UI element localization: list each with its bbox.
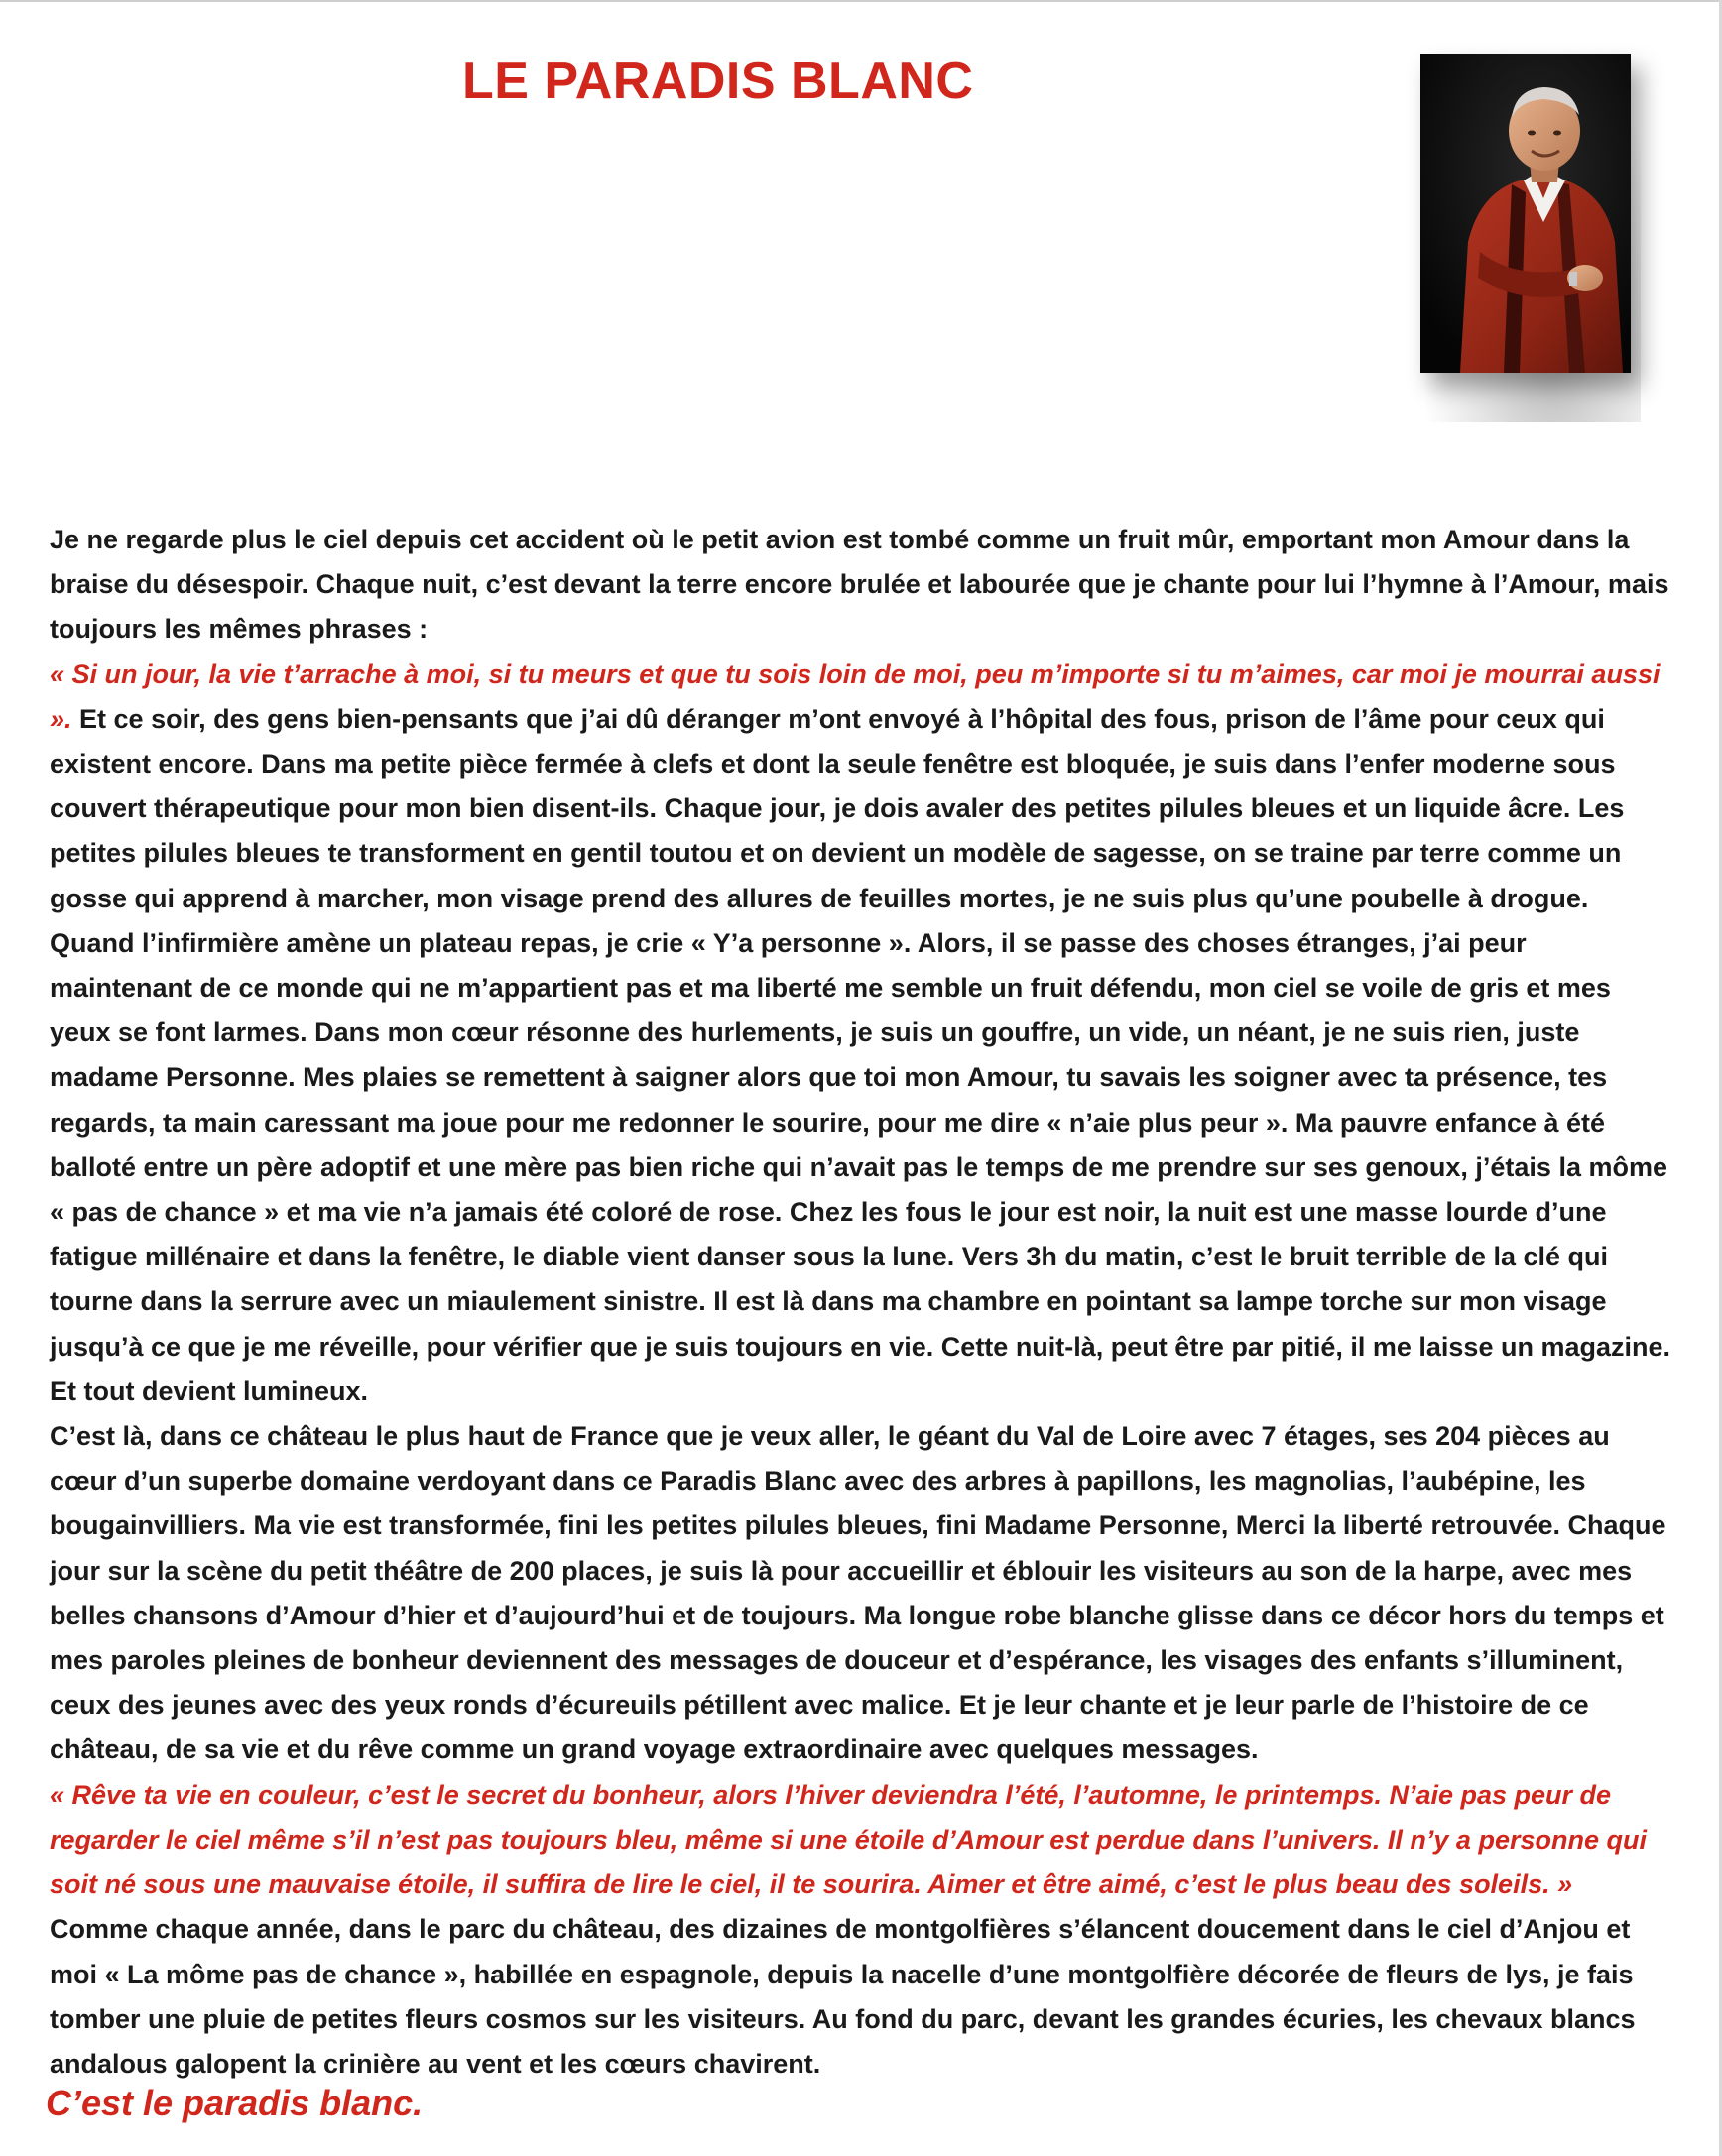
author-photo: [1420, 54, 1631, 373]
quote-hymne-amour: « Si un jour, la vie t’arrache à moi, si tu meurs et que tu sois loin de moi, peu m’importe si tu m’aimes, car moi je mourrai aussi ».: [50, 659, 1660, 734]
paragraph-3: Comme chaque année, dans le parc du château, des dizaines de montgolfières s’élancent doucement dans le ciel d’Anjou et moi « La môme pas de chance », habillée en espagnole, depuis la nacelle d’une montgolfière décorée de fleurs de lys, je fais tomber une pluie de petites fleurs cosmos sur les visiteurs. Au fond du parc, devant les grandes écuries, les chevaux blancs andalous galopent la crinière au vent et les cœurs chavirent.: [50, 1914, 1636, 2079]
closing-line: C’est le paradis blanc.: [46, 2083, 424, 2123]
quote-reve-ta-vie: « Rêve ta vie en couleur, c’est le secret du bonheur, alors l’hiver deviendra l’été, l’automne, le printemps. N’aie pas peur de regarder le ciel même s’il n’est pas toujours bleu, même si une étoile d’Amour est perdue dans l’univers. Il n’y a personne qui soit né sous une mauvaise étoile, il suffira de lire le ciel, il te sourira. Aimer et être aimé, c’est le plus beau des soleils. »: [50, 1779, 1647, 1900]
paragraph-1-rest: Et ce soir, des gens bien-pensants que j’ai dû déranger m’ont envoyé à l’hôpital des fous, prison de l’âme pour ceux qui existent encore. Dans ma petite pièce fermée à clefs et dont la seule fenêtre est bloquée, je suis dans l’enfer moderne sous couvert thérapeutique pour mon bien disent-ils. Chaque jour, je dois avaler des petites pilules bleues et un liquide âcre. Les petites pilules bleues te transforment en gentil toutou et on devient un modèle de sagesse, on se traine par terre comme un gosse qui apprend à marcher, mon visage prend des allures de feuilles mortes, je ne suis plus qu’une poubelle à drogue. Quand l’infirmière amène un plateau repas, je crie « Y’a personne ». Alors, il se passe des choses étranges, j’ai peur maintenant de ce monde qui ne m’appartient pas et ma liberté me semble un fruit défendu, mon ciel se voile de gris et mes yeux se font larmes. Dans mon cœur résonne des hurlements, je suis un gouffre, un vide, un néant, je ne suis rien, juste madame Personne. Mes plaies se remettent à saigner alors que toi mon Amour, tu savais les soigner avec ta présence, tes regards, ta main caressant ma joue pour me redonner le sourire, pour me dire « n’aie plus peur ». Ma pauvre enfance à été balloté entre un père adoptif et une mère pas bien riche qui n’avait pas le temps de me prendre sur ses genoux, j’étais la môme « pas de chance » et ma vie n’a jamais été coloré de rose. Chez les fous le jour est noir, la nuit est une masse lourde d’une fatigue millénaire et dans la fenêtre, le diable vient danser sous la lune. Vers 3h du matin, c’est le bruit terrible de la clé qui tourne dans la serrure avec un miaulement sinistre. Il est là dans ma chambre en pointant sa lampe torche sur mon visage jusqu’à ce que je me réveille, pour vérifier que je suis toujours en vie. Cette nuit-là, peut être par pitié, il me laisse un magazine. Et tout devient lumineux.: [50, 703, 1670, 1406]
author-portrait-illustration: [1420, 54, 1631, 373]
page-title: LE PARADIS BLANC: [462, 53, 974, 110]
paragraph-1-intro: Je ne regarde plus le ciel depuis cet accident où le petit avion est tombé comme un fruit mûr, emportant mon Amour dans la braise du désespoir. Chaque nuit, c’est devant la terre encore brulée et labourée que je chante pour lui l’hymne à l’Amour, mais toujours les mêmes phrases :: [50, 525, 1669, 645]
paragraph-2: C’est là, dans ce château le plus haut de France que je veux aller, le géant du Val de Loire avec 7 étages, ses 204 pièces au cœur d’un superbe domaine verdoyant dans ce Paradis Blanc avec des arbres à papillons, les magnolias, l’aubépine, les bougainvilliers. Ma vie est transformée, fini les petites pilules bleues, fini Madame Personne, Merci la liberté retrouvée. Chaque jour sur la scène du petit théâtre de 200 places, je suis là pour accueillir et éblouir les visiteurs au son de la harpe, avec mes belles chansons d’Amour d’hier et d’aujourd’hui et de toujours. Ma longue robe blanche glisse dans ce décor hors du temps et mes paroles pleines de bonheur deviennent des messages de douceur et d’espérance, les visages des enfants s’illuminent, ceux des jeunes avec des yeux ronds d’écureuils pétillent avec malice. Et je leur chante et je leur parle de l’histoire de ce château, de sa vie et du rêve comme un grand voyage extraordinaire avec quelques messages.: [50, 1421, 1666, 1765]
paragraph-1: [50, 518, 1676, 1414]
main-article-text: [50, 518, 1676, 2087]
page-top-edge: [0, 0, 1722, 2]
